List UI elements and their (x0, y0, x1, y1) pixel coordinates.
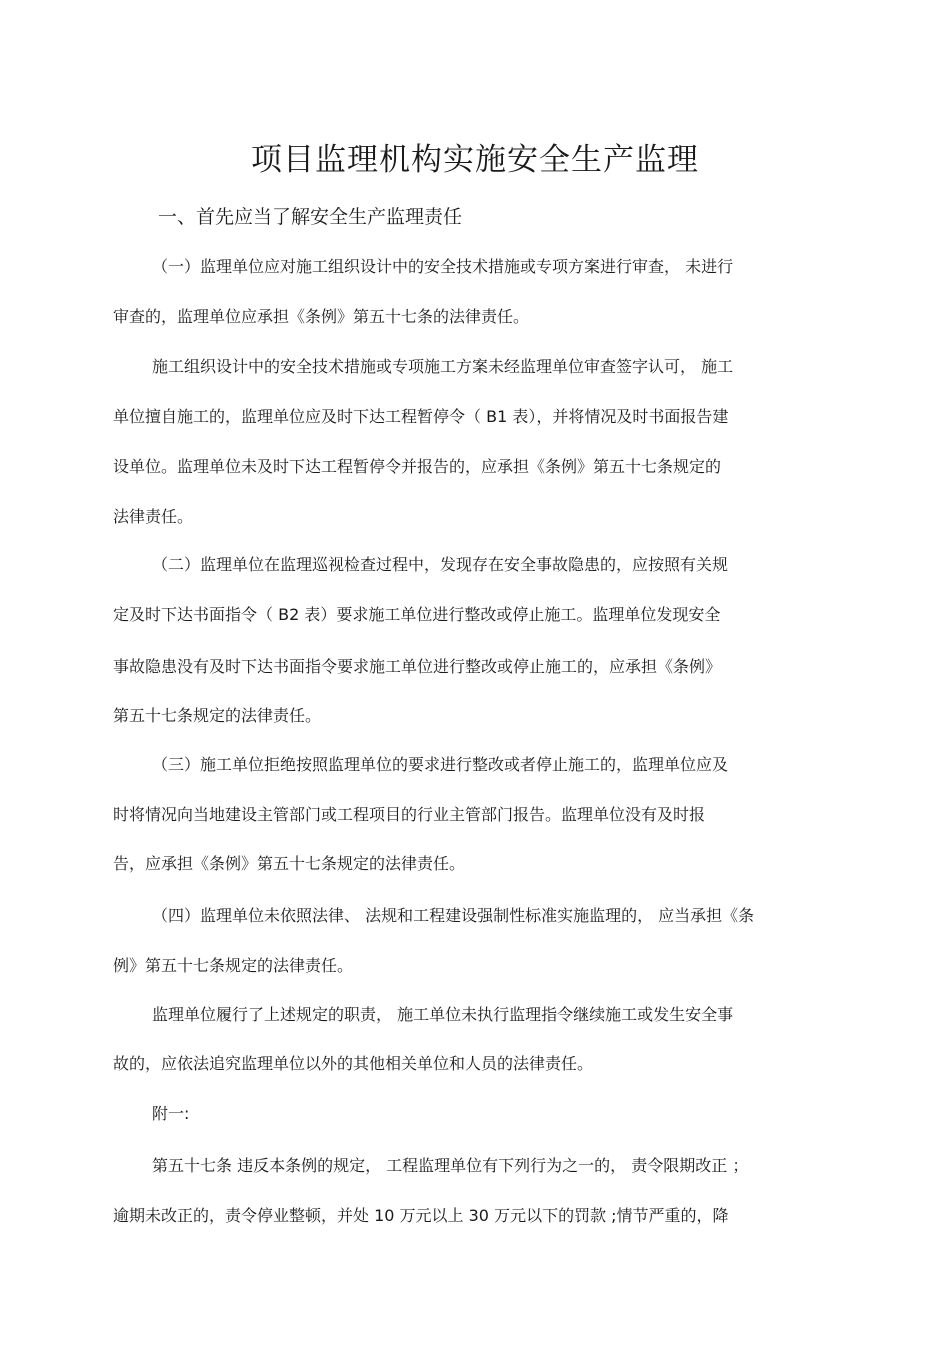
paragraph-line: （四）监理单位未依照法律、 法规和工程建设强制性标准实施监理的， 应当承担《条 (152, 906, 755, 925)
paragraph-line: 设单位。监理单位未及时下达工程暂停令并报告的，应承担《条例》第五十七条规定的 (113, 457, 722, 476)
paragraph-line: （二）监理单位在监理巡视检查过程中，发现存在安全事故隐患的，应按照有关规 (152, 555, 729, 574)
paragraph-line: 审查的，监理单位应承担《条例》第五十七条的法律责任。 (113, 307, 530, 326)
paragraph-line: 施工组织设计中的安全技术措施或专项施工方案未经监理单位审查签字认可， 施工 (152, 357, 734, 376)
paragraph-line: 故的，应依法追究监理单位以外的其他相关单位和人员的法律责任。 (113, 1054, 594, 1073)
paragraph-line: 事故隐患没有及时下达书面指令要求施工单位进行整改或停止施工的，应承担《条例》 (113, 657, 722, 676)
appendix-label: 附一: (152, 1104, 190, 1123)
paragraph-line: 时将情况向当地建设主管部门或工程项目的行业主管部门报告。监理单位没有及时报 (113, 805, 706, 824)
document-title: 项目监理机构实施安全生产监理 (251, 142, 699, 178)
paragraph-line: 监理单位履行了上述规定的职责， 施工单位未执行监理指令继续施工或发生安全事 (152, 1005, 734, 1024)
paragraph-line: 告，应承担《条例》第五十七条规定的法律责任。 (113, 854, 466, 873)
paragraph-line: 第五十七条 违反本条例的规定， 工程监理单位有下列行为之一的， 责令限期改正 ； (152, 1156, 749, 1175)
paragraph-line: （一）监理单位应对施工组织设计中的安全技术措施或专项方案进行审查， 未进行 (152, 257, 734, 276)
paragraph-line: 逾期未改正的，责令停业整顿，并处 10 万元以上 30 万元以下的罚款 ;情节严重的，降 (113, 1206, 729, 1225)
paragraph-line: 定及时下达书面指令（ B2 表）要求施工单位进行整改或停止施工。监理单位发现安全 (113, 605, 721, 624)
paragraph-line: 第五十七条规定的法律责任。 (113, 706, 322, 725)
section-heading: 一、首先应当了解安全生产监理责任 (158, 206, 463, 228)
paragraph-line: 单位擅自施工的，监理单位应及时下达工程暂停令（ B1 表），并将情况及时书面报告建 (113, 407, 729, 426)
paragraph-line: 例》第五十七条规定的法律责任。 (113, 956, 354, 975)
paragraph-line: （三）施工单位拒绝按照监理单位的要求进行整改或者停止施工的，监理单位应及 (152, 755, 729, 774)
paragraph-line: 法律责任。 (113, 507, 194, 526)
